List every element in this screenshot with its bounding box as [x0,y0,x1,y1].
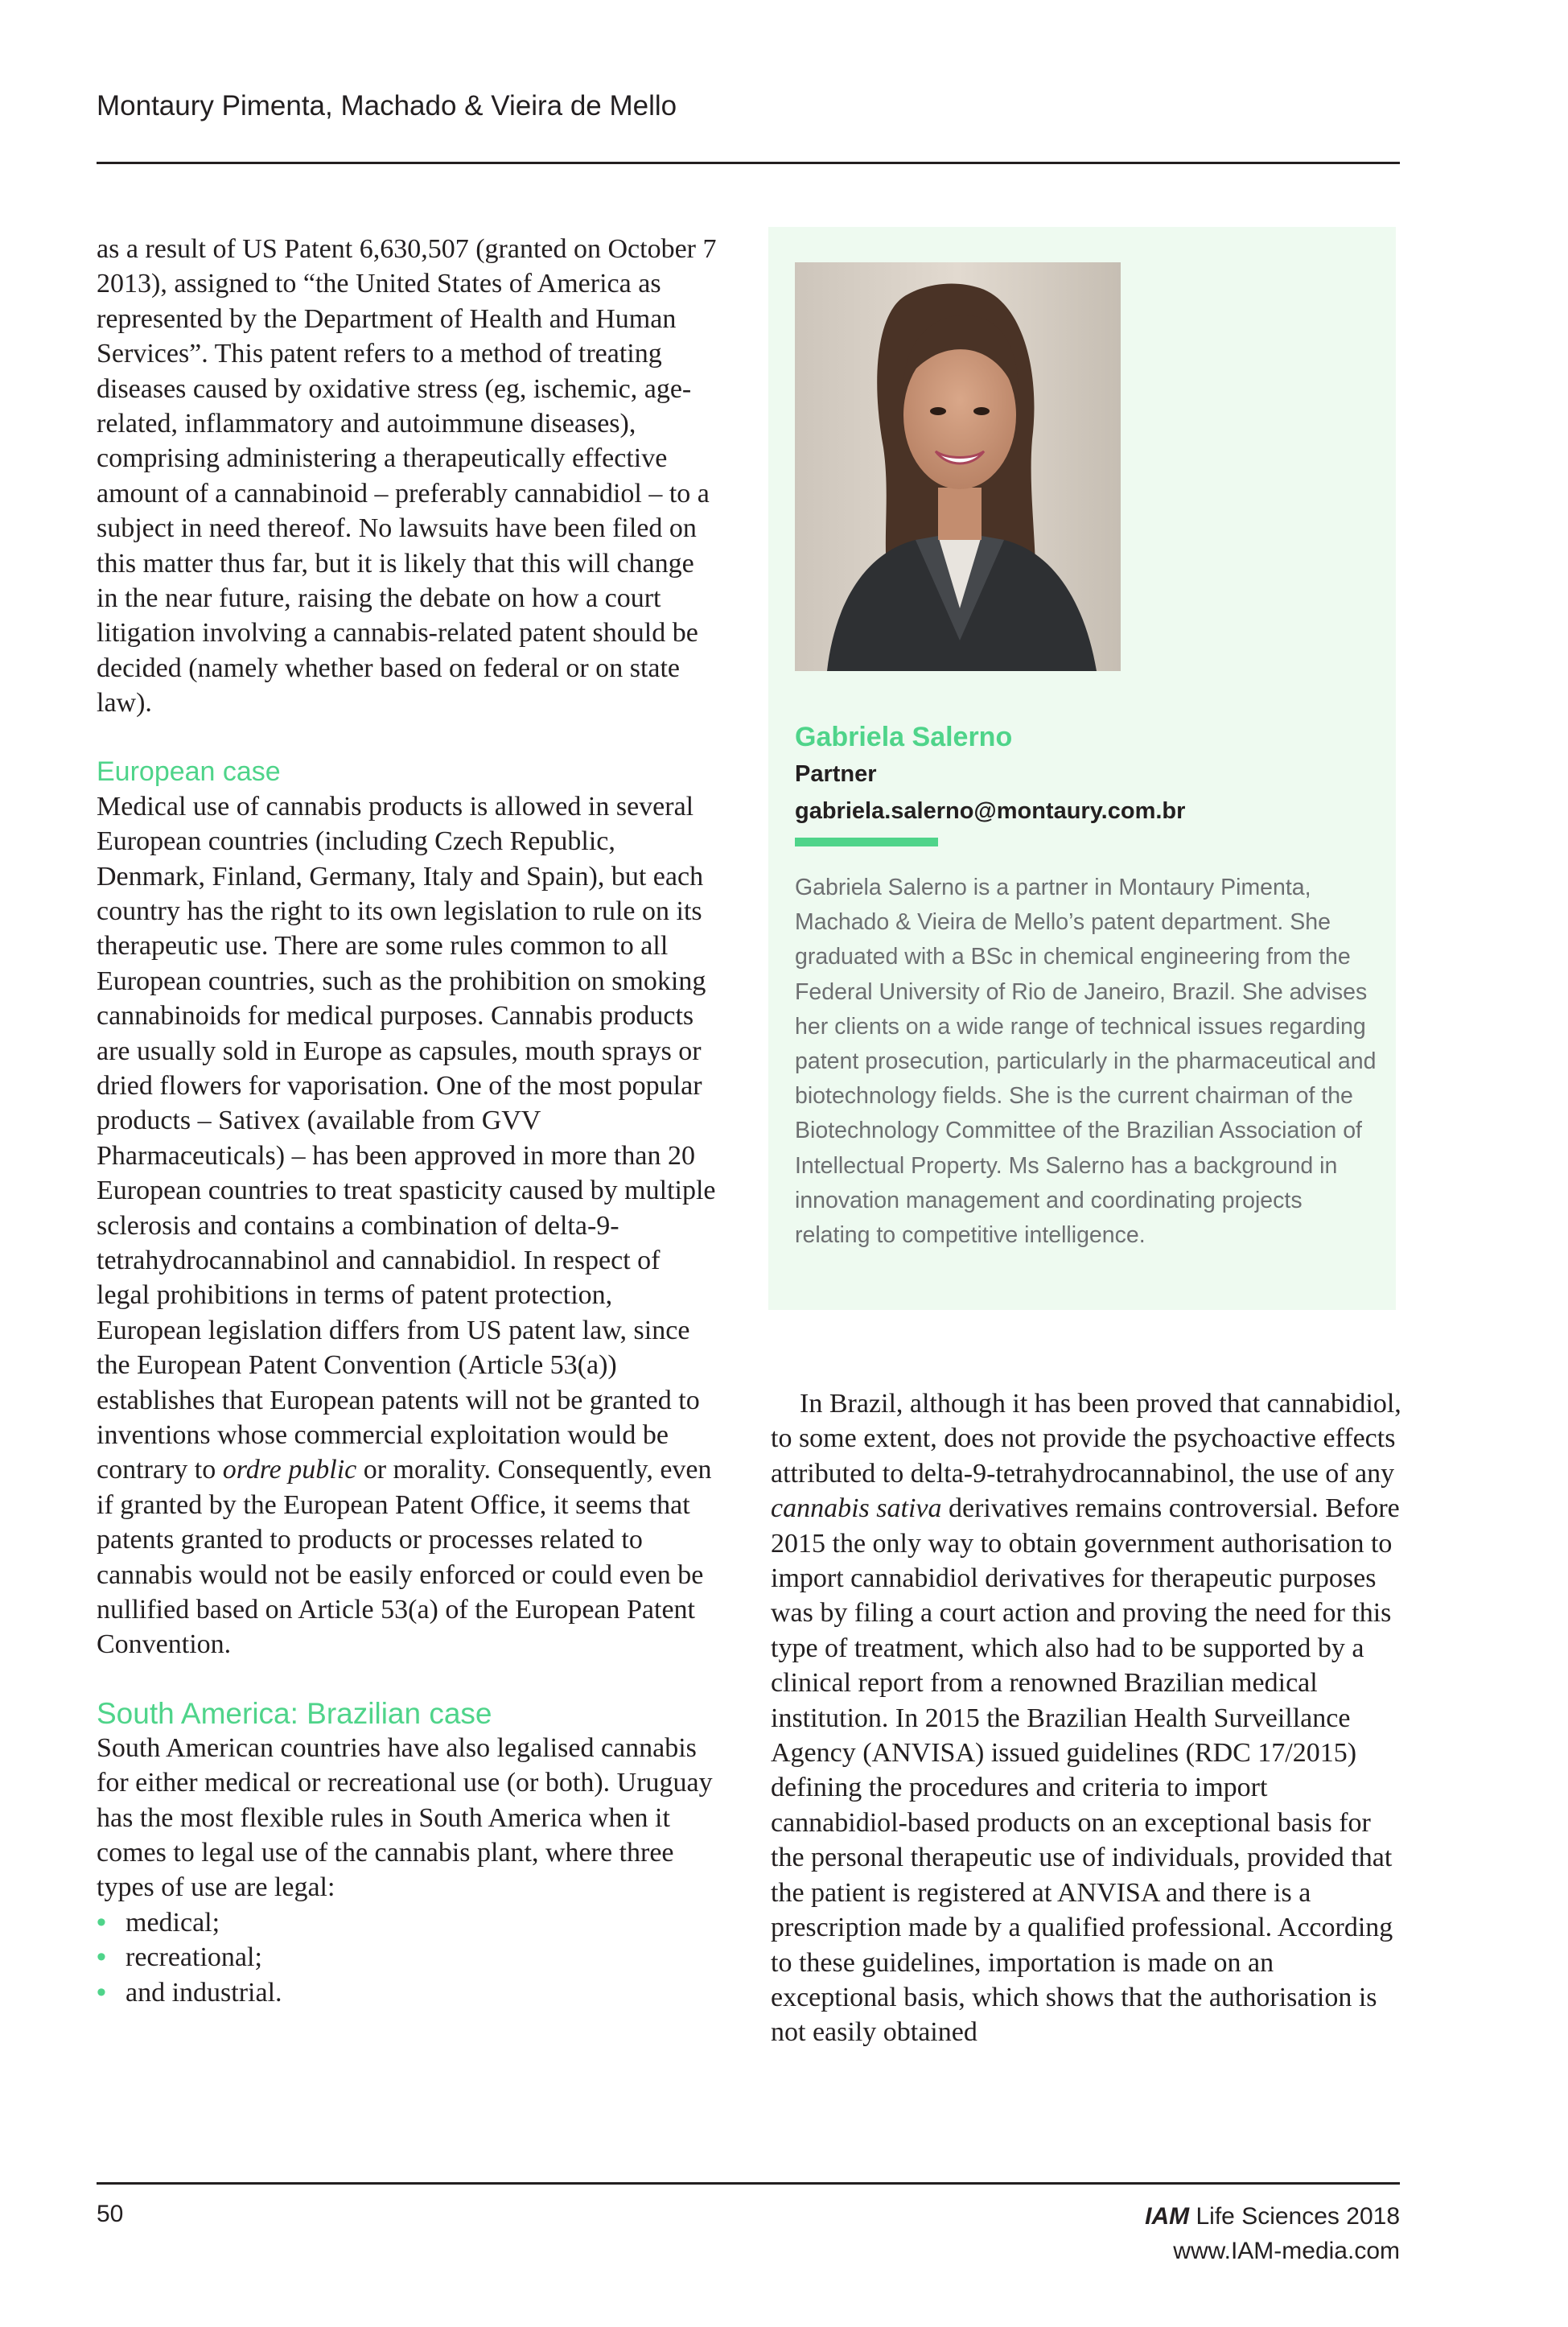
author-portrait [795,262,1121,671]
bullet-icon: • [97,1976,106,2008]
list-item: • medical; [97,1905,720,1940]
ordre-public-italic: ordre public [222,1455,357,1485]
south-america-paragraph: South American countries have also legalised cannabis for either medical or recreational use (or both). Uruguay has the most flexible rules in South America when it comes to legal use of the cannabis plant, where three types of use are legal: [97,1732,713,1903]
european-case-paragraph: Medical use of cannabis products is allowed in several European countries (including Czech Republic, Denmark, Finland, Germany, Italy and Spain), but each country has the right to its own legislation to rule on its therapeutic use. There are some rules common to all European countries, such as the prohibition on smoking cannabinoids for medical purposes. Cannabis products are usually sold in Europe as capsules, mouth sprays or dried flowers for vaporisation. One of the most popular products – Sativex (available from GVV Pharmaceuticals) – has been approved in more than 20 European countries to treat spasticity caused by multiple sclerosis and contains a combination of delta-9-tetrahydrocannabinol and cannabidiol. In respect of legal prohibitions in terms of patent protection, European legislation differs from US patent law, since the European Patent Convention (Article 53(a)) establishes that European patents will not be granted to inventions whose commercial exploitation would be contrary to ordre public or morality. Consequently, even if granted by the European Patent Office, it seems that patents granted to products or processes related to cannabis would not be easily enforced or could even be nullified based on Article 53(a) of the European Patent Convention. [97,791,716,1660]
running-header [97,90,1400,122]
firm-name: Montaury Pimenta, Machado & Vieira de Mello [97,90,677,121]
website-link[interactable]: www.IAM-media.com [1173,2238,1400,2264]
author-name: Gabriela Salerno [795,722,1013,752]
left-column [97,232,720,2010]
european-case-heading: European case [97,756,281,787]
portrait-illustration [795,262,1121,671]
header-rule [97,162,1400,164]
publication-footer [1145,2199,1400,2268]
publication-brand: IAM [1145,2203,1190,2230]
publication-title: IAM Life Sciences 2018 [1145,2203,1400,2230]
cannabis-sativa-italic: cannabis sativa [771,1493,942,1524]
bullet-icon: • [97,1906,106,1938]
right-column [771,1386,1402,2050]
author-bio-text: Gabriela Salerno is a partner in Montaury Pimenta, Machado & Vieira de Mello’s patent department. She graduated with a BSc in chemical engineering from the Federal University of Rio de Janeiro, Brazil. She advises her clients on a wide range of technical issues regarding patent prosecution, particularly in the pharmaceutical and biotechnology fields. She is the current chairman of the Biotechnology Committee of the Brazilian Association of Intellectual Property. Ms Salerno has a background in innovation management and coordinating projects relating to competitive intelligence. [795,875,1377,1249]
footer-rule [97,2182,1400,2185]
south-america-heading: South America: Brazilian case [97,1696,492,1730]
accent-bar [795,838,938,846]
author-bio-box [768,227,1396,1310]
intro-paragraph: as a result of US Patent 6,630,507 (granted on October 7 2013), assigned to “the United States of America as represented by the Department of Health and Human Services”. This patent refers to a method of treating diseases caused by oxidative stress (eg, ischemic, age-related, inflammatory and autoimmune diseases), comprising administering a therapeutically effective amount of a cannabinoid – preferably cannabidiol – to a subject in need thereof. No lawsuits have been filed on this matter thus far, but it is likely that this will change in the near future, raising the debate on how a court litigation involving a cannabis-related patent should be decided (namely whether based on federal or on state law). [97,234,717,719]
list-item: • and industrial. [97,1975,720,2010]
list-item: • recreational; [97,1940,720,1975]
brazil-paragraph: In Brazil, although it has been proved that cannabidiol, to some extent, does not provide the psychoactive effects attributed to delta-9-tetrahydrocannabinol, the use of any cannabis sativa derivatives remains controversial. Before 2015 the only way to obtain government authorisation to import cannabidiol derivatives for therapeutic purposes was by filing a court action and proving the need for this type of treatment, which also had to be supported by a clinical report from a renowned Brazilian medical institution. In 2015 the Brazilian Health Surveillance Agency (ANVISA) issued guidelines (RDC 17/2015) defining the procedures and criteria to import cannabidiol-based products on an exceptional basis for the personal therapeutic use of individuals, provided that the patient is registered at ANVISA and there is a prescription made by a qualified professional. According to these guidelines, importation is made on an exceptional basis, which shows that the authorisation is not easily obtained [771,1389,1401,2048]
uses-list [97,1905,720,2010]
author-role: Partner [795,761,877,787]
author-email[interactable]: gabriela.salerno@montaury.com.br [795,798,1186,824]
page-number: 50 [97,2201,124,2227]
bullet-icon: • [97,1942,106,1973]
